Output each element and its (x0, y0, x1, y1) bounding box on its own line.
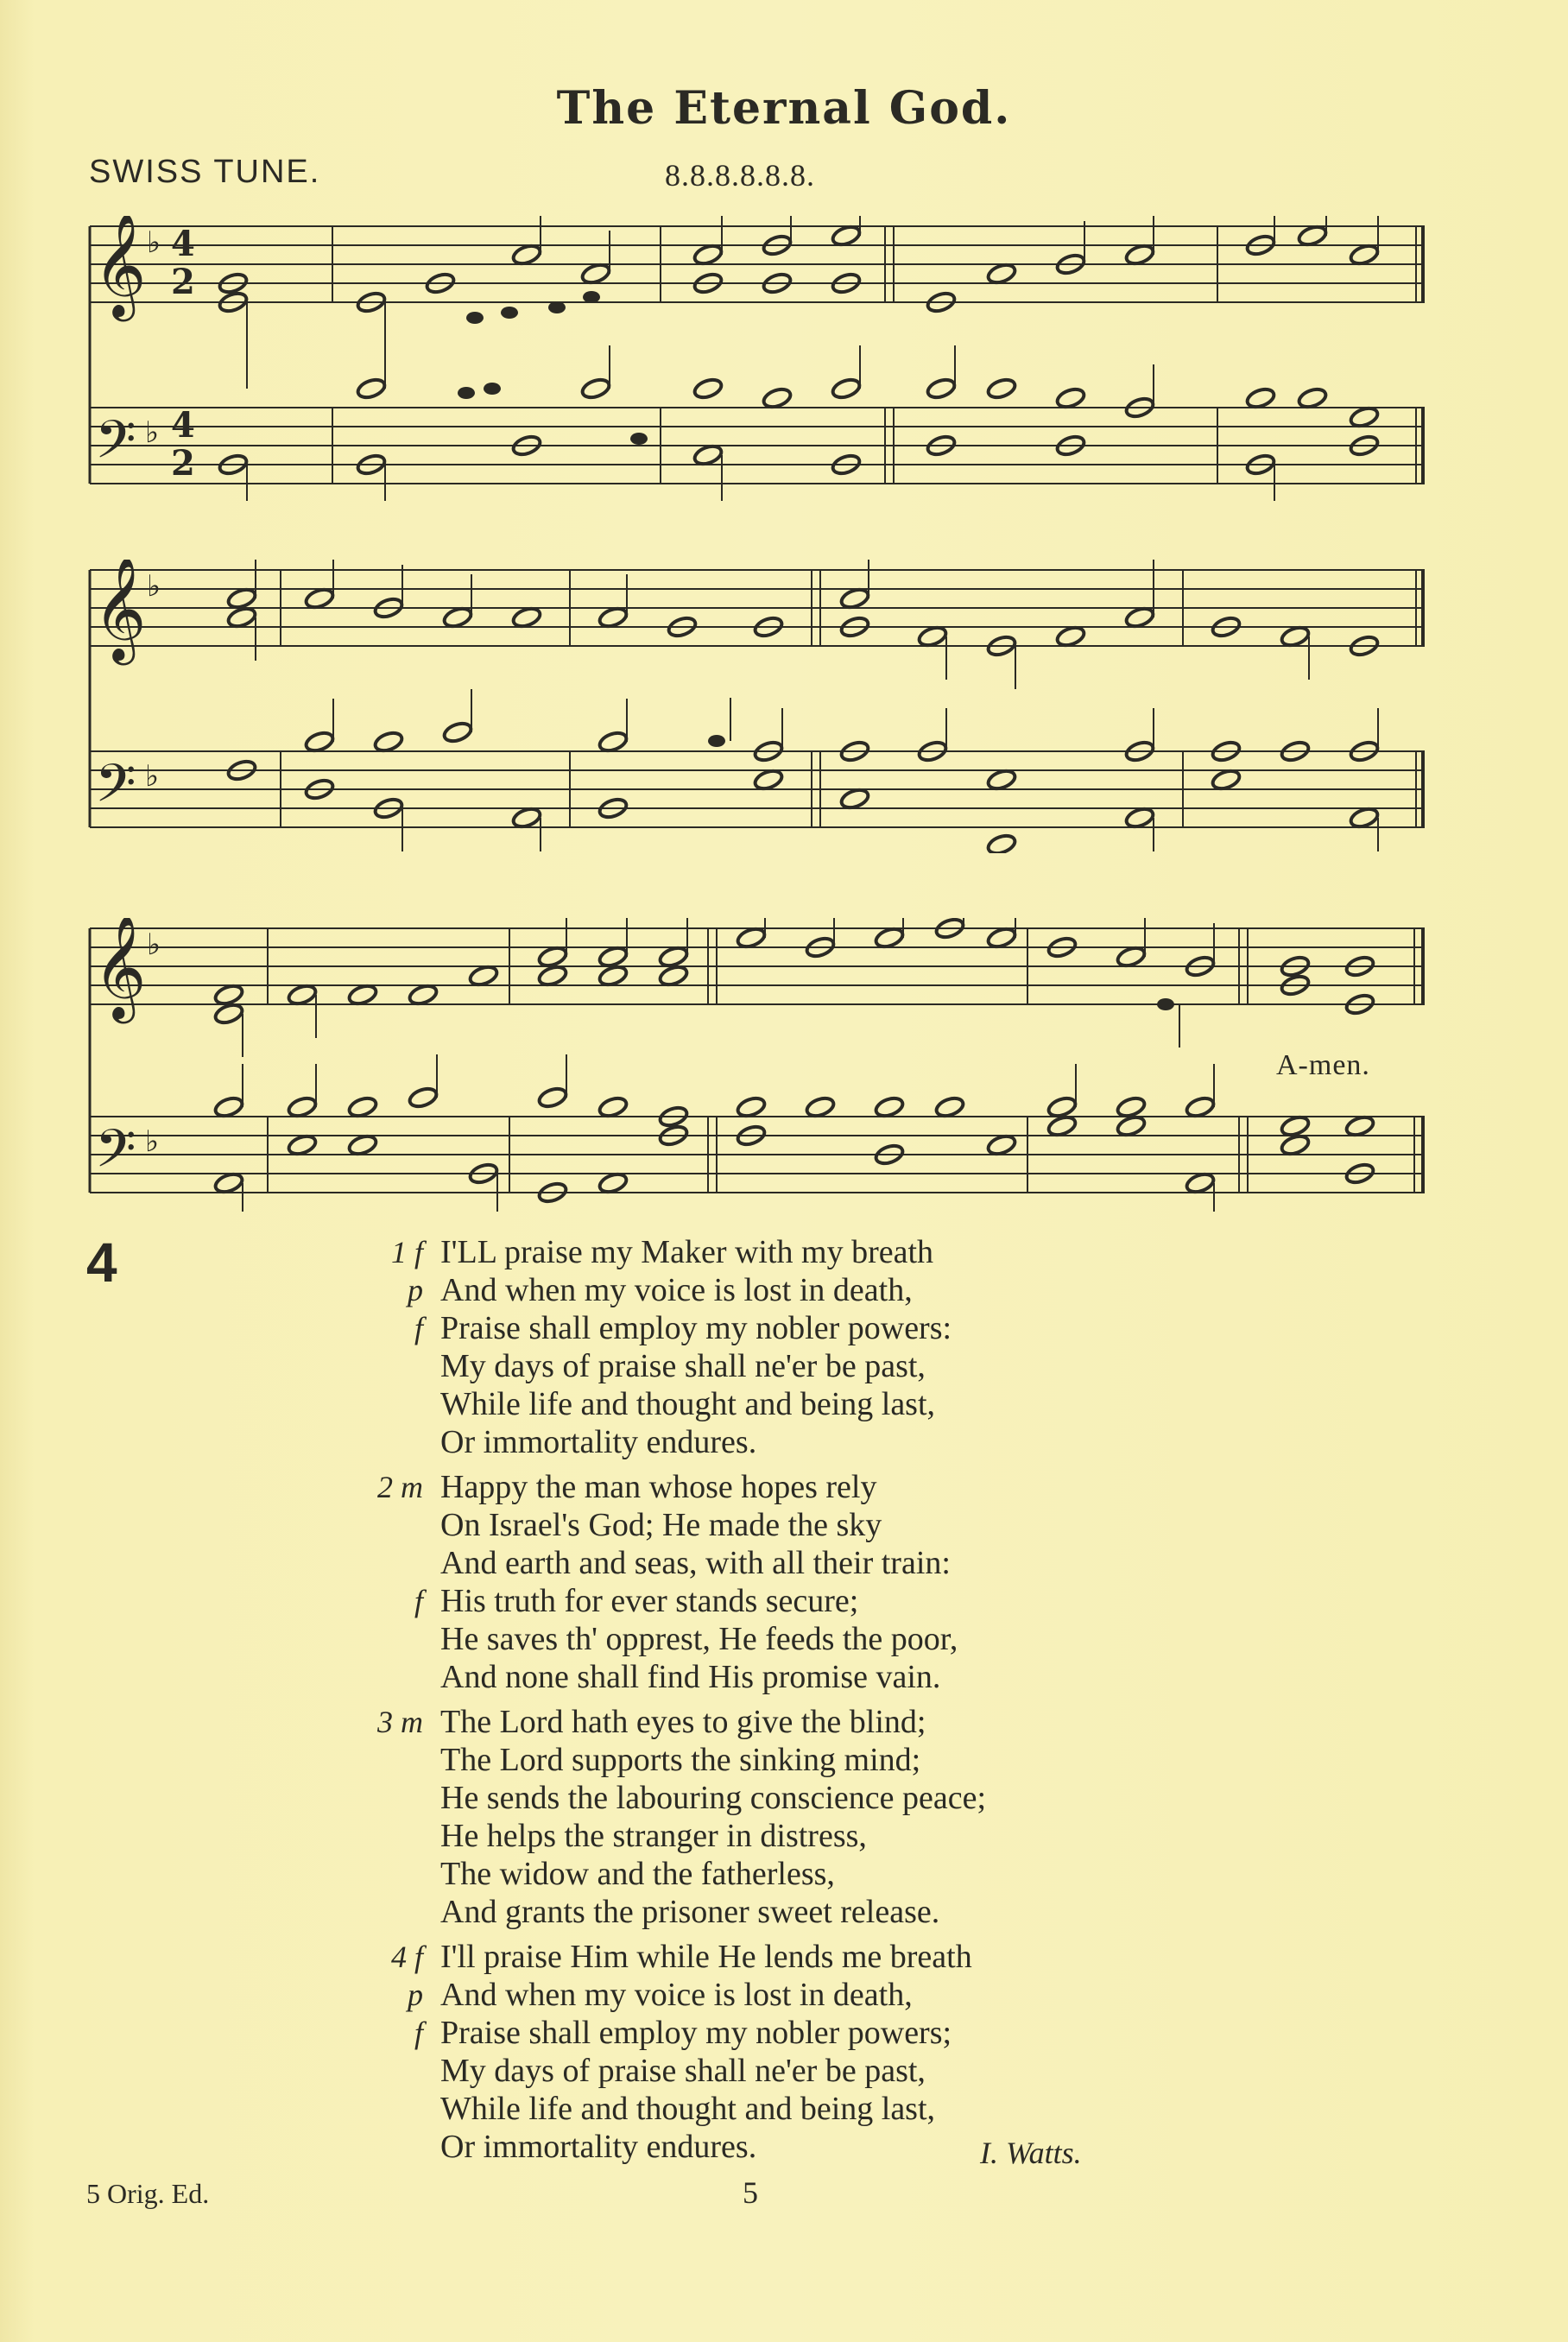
verse-line (328, 1582, 1192, 1620)
edition-note: 5 Orig. Ed. (86, 2178, 210, 2209)
verse-line (328, 1385, 1192, 1423)
verse-line (328, 1347, 1192, 1385)
score-system-3 (86, 918, 1425, 1212)
verse-line (328, 1309, 1192, 1347)
verse-line (328, 1544, 1192, 1582)
verse-line (328, 2090, 1192, 2128)
svg-text:♭: ♭ (145, 759, 160, 794)
svg-text:♭: ♭ (145, 1124, 160, 1159)
svg-text:2: 2 (171, 262, 195, 302)
verses (328, 1233, 1192, 2173)
line-text: I'll praise Him while He lends me breath (440, 1939, 972, 1975)
music-system-2 (86, 560, 1425, 853)
line-text: His truth for ever stands secure; (440, 1583, 859, 1619)
line-text: The Lord supports the sinking mind; (440, 1742, 921, 1778)
verse-4 (328, 1938, 1192, 2166)
verse-line (328, 1893, 1192, 1931)
verse-line (328, 1233, 1192, 1271)
svg-text:𝄢: 𝄢 (95, 409, 136, 484)
verse-line (328, 1658, 1192, 1696)
dynamic-mark: f (414, 1311, 423, 1345)
dynamic-mark: p (408, 1978, 423, 2012)
line-text: He saves th' opprest, He feeds the poor, (440, 1621, 958, 1657)
verse-3 (328, 1703, 1192, 1931)
svg-text:𝄢: 𝄢 (95, 753, 136, 827)
verse-line (328, 2014, 1192, 2052)
page-number: 5 (743, 2175, 758, 2210)
dynamic-mark: 1 f (390, 1235, 423, 1269)
verse-1 (328, 1233, 1192, 1461)
verse-line (328, 2052, 1192, 2090)
line-text: And grants the prisoner sweet release. (440, 1894, 940, 1930)
music-system-3 (86, 918, 1425, 1212)
line-text: I'LL praise my Maker with my breath (440, 1234, 934, 1270)
line-text: On Israel's God; He made the sky (440, 1507, 882, 1543)
svg-text:♭: ♭ (147, 225, 161, 260)
svg-text:♭: ♭ (147, 927, 161, 962)
line-text: Happy the man whose hopes rely (440, 1469, 877, 1505)
svg-text:4: 4 (171, 405, 195, 446)
dynamic-mark: 2 m (377, 1470, 423, 1504)
line-text: And none shall find His promise vain. (440, 1659, 941, 1695)
verse-line (328, 1271, 1192, 1309)
line-text: My days of praise shall ne'er be past, (440, 1348, 926, 1384)
hymn-number: 4 (86, 1231, 117, 1294)
verse-line (328, 1855, 1192, 1893)
verse-line (328, 1468, 1192, 1506)
verse-line (328, 1741, 1192, 1779)
line-text: And when my voice is lost in death, (440, 1977, 913, 2013)
dynamic-mark: 3 m (377, 1705, 423, 1739)
dynamic-mark: f (414, 2016, 423, 2050)
dynamic-mark: 4 f (390, 1940, 423, 1974)
line-text: Praise shall employ my nobler powers; (440, 2015, 952, 2051)
verse-line (328, 1620, 1192, 1658)
line-text: He helps the stranger in distress, (440, 1818, 867, 1854)
dynamic-mark: p (408, 1273, 423, 1307)
line-text: Or immortality endures. (440, 1424, 757, 1460)
hymn-title: The Eternal God. (556, 82, 1012, 135)
svg-text:𝄞: 𝄞 (93, 216, 147, 317)
music-system-1 (86, 216, 1425, 501)
amen-label: A-men. (1276, 1049, 1370, 1081)
line-text: And when my voice is lost in death, (440, 1272, 913, 1308)
line-text: The widow and the fatherless, (440, 1856, 835, 1892)
score-system-1 (86, 216, 1425, 501)
svg-text:𝄢: 𝄢 (95, 1118, 136, 1193)
verse-line (328, 1423, 1192, 1461)
verse-2 (328, 1468, 1192, 1696)
line-text: While life and thought and being last, (440, 2091, 936, 2127)
verse-line (328, 1976, 1192, 2014)
line-text: Praise shall employ my nobler powers: (440, 1310, 952, 1346)
svg-text:♭: ♭ (147, 569, 161, 604)
dynamic-mark: f (414, 1584, 423, 1618)
line-text: While life and thought and being last, (440, 1386, 936, 1422)
line-text: My days of praise shall ne'er be past, (440, 2053, 926, 2089)
meter: 8.8.8.8.8.8. (665, 158, 815, 193)
line-text: The Lord hath eyes to give the blind; (440, 1704, 926, 1740)
line-text: And earth and seas, with all their train: (440, 1545, 951, 1581)
svg-text:2: 2 (171, 443, 195, 484)
line-text: Or immortality endures. (440, 2129, 757, 2165)
verse-line (328, 1779, 1192, 1817)
verse-line (328, 1938, 1192, 1976)
verse-line (328, 1817, 1192, 1855)
svg-text:♭: ♭ (145, 415, 160, 450)
svg-text:𝄞: 𝄞 (93, 918, 147, 1019)
verse-line (328, 1703, 1192, 1741)
score-system-2 (86, 560, 1425, 853)
tune-name: SWISS TUNE. (89, 154, 321, 190)
author-attribution: I. Watts. (980, 2136, 1082, 2170)
verse-line (328, 1506, 1192, 1544)
svg-text:𝄞: 𝄞 (93, 560, 147, 661)
svg-text:4: 4 (171, 224, 195, 264)
line-text: He sends the labouring conscience peace; (440, 1780, 987, 1816)
